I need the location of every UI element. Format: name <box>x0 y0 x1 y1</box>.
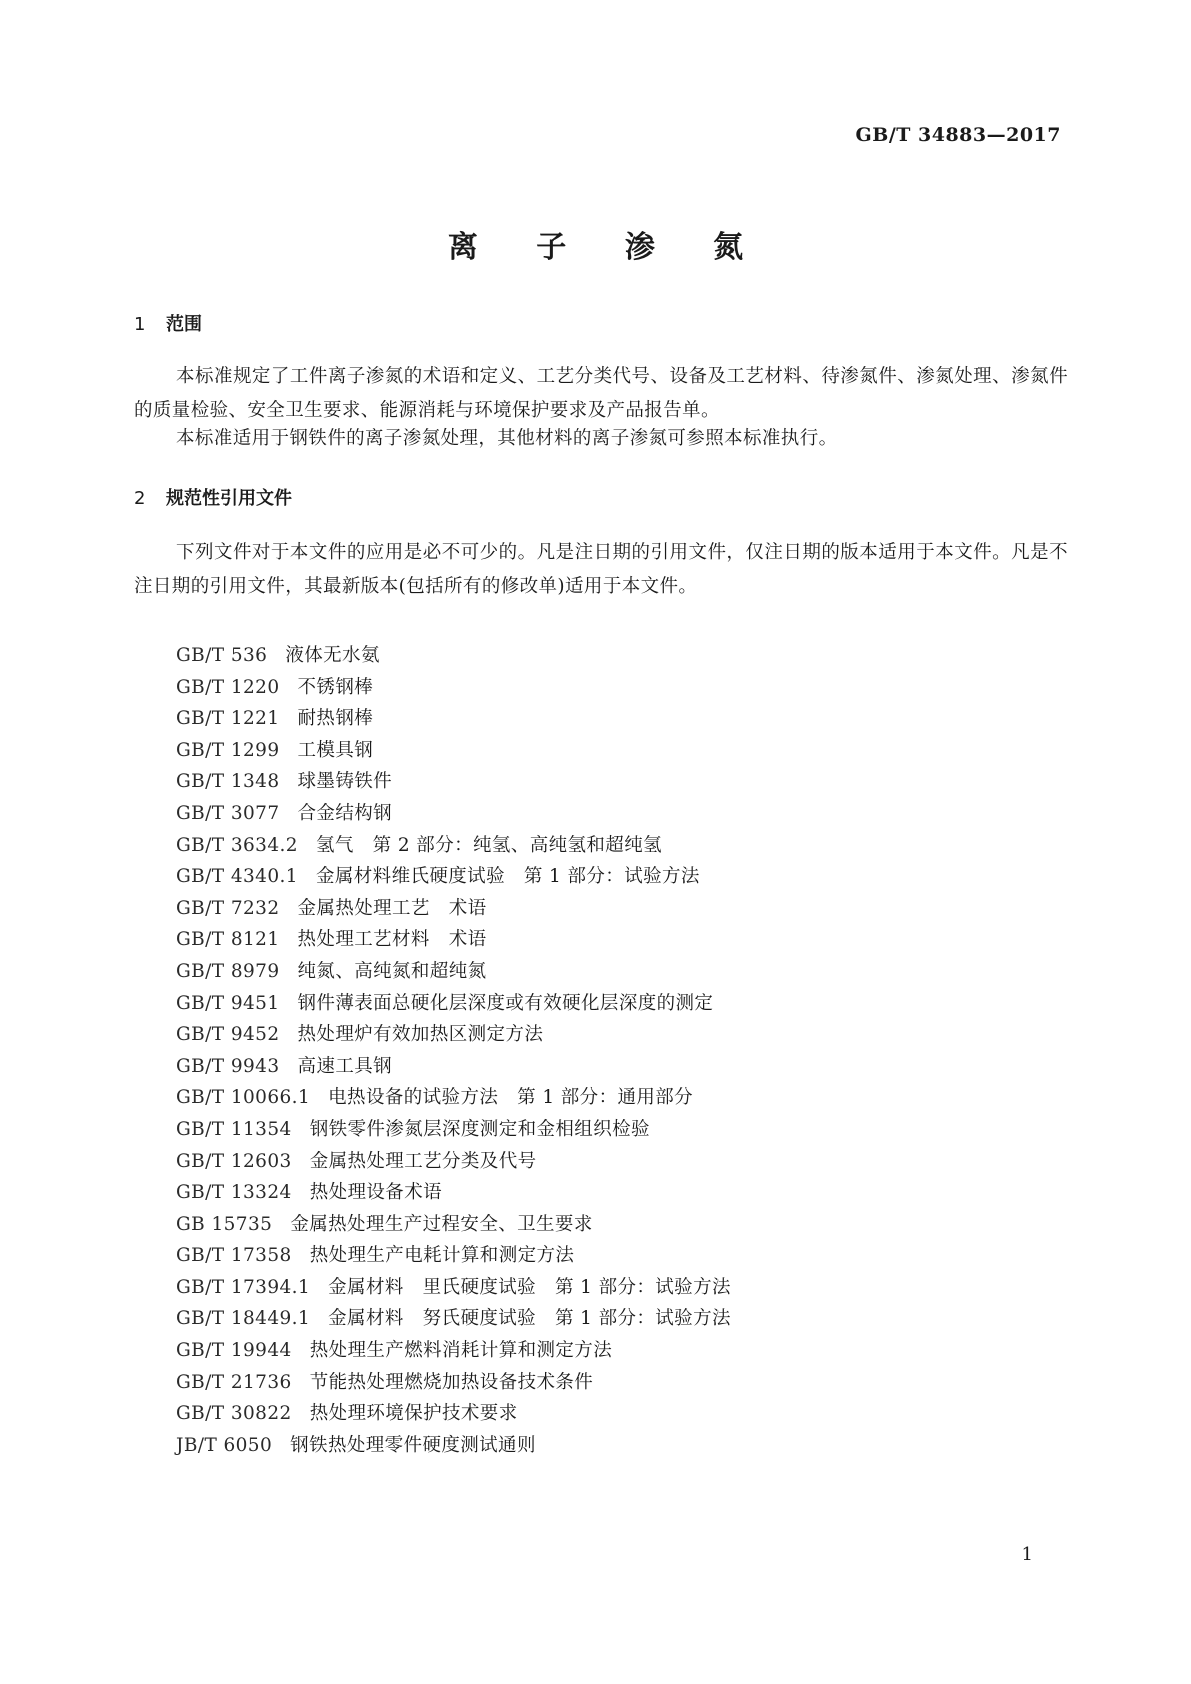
reference-code: GB/T 18449.1 <box>176 1308 311 1330</box>
section-title: 范围 <box>166 314 202 335</box>
reference-title: 金属热处理生产过程安全、卫生要求 <box>290 1213 593 1235</box>
reference-code: GB/T 11354 <box>176 1118 292 1140</box>
reference-item <box>176 893 731 925</box>
reference-item <box>176 1367 731 1399</box>
reference-code: GB/T 21736 <box>176 1371 292 1393</box>
reference-item <box>176 1272 731 1304</box>
reference-item <box>176 1240 731 1272</box>
reference-item <box>176 798 731 830</box>
reference-item <box>176 766 731 798</box>
reference-item <box>176 1019 731 1051</box>
reference-code: GB/T 17394.1 <box>176 1276 311 1298</box>
paragraph: 下列文件对于本文件的应用是必不可少的。凡是注日期的引用文件，仅注日期的版本适用于本文件。凡是不注日期的引用文件，其最新版本(包括所有的修改单)适用于本文件。 <box>134 542 1068 597</box>
reference-code: GB/T 9452 <box>176 1024 280 1046</box>
section-heading-scope <box>134 310 202 336</box>
reference-title: 金属热处理工艺分类及代号 <box>309 1150 537 1172</box>
reference-code: GB/T 4340.1 <box>176 866 298 888</box>
reference-item <box>176 1146 731 1178</box>
reference-code: GB/T 8979 <box>176 960 280 982</box>
reference-item <box>176 672 731 704</box>
reference-code: GB/T 1299 <box>176 739 280 761</box>
reference-code: GB/T 1348 <box>176 771 280 793</box>
reference-code: GB/T 9943 <box>176 1055 280 1077</box>
document-title: 离 子 渗 氮 <box>447 230 768 265</box>
reference-title: 耐热钢棒 <box>297 708 374 730</box>
reference-title: 热处理设备术语 <box>309 1182 442 1204</box>
reference-item <box>176 861 731 893</box>
reference-item <box>176 1430 731 1462</box>
reference-title: 金属材料 里氏硬度试验 第 1 部分：试验方法 <box>328 1276 731 1298</box>
reference-title: 高速工具钢 <box>297 1055 393 1077</box>
reference-title: 热处理环境保护技术要求 <box>309 1403 518 1425</box>
page-number: 1 <box>1021 1544 1033 1565</box>
reference-item <box>176 924 731 956</box>
reference-title: 液体无水氨 <box>285 645 380 666</box>
reference-title: 热处理生产电耗计算和测定方法 <box>309 1245 575 1267</box>
reference-title: 热处理炉有效加热区测定方法 <box>297 1024 544 1046</box>
reference-title: 钢件薄表面总硬化层深度或有效硬化层深度的测定 <box>297 992 714 1014</box>
paragraph: 本标准规定了工件离子渗氮的术语和定义、工艺分类代号、设备及工艺材料、待渗氮件、渗氮处理、渗氮件的质量检验、安全卫生要求、能源消耗与环境保护要求及产品报告单。 <box>134 366 1068 421</box>
reference-code: JB/T 6050 <box>176 1434 273 1456</box>
reference-title: 合金结构钢 <box>297 802 393 824</box>
reference-code: GB/T 3077 <box>176 802 280 824</box>
reference-code: GB/T 536 <box>176 645 268 666</box>
reference-title: 金属材料 努氏硬度试验 第 1 部分：试验方法 <box>328 1308 731 1330</box>
reference-code: GB/T 10066.1 <box>176 1087 311 1109</box>
reference-code: GB/T 3634.2 <box>176 834 298 856</box>
reference-code: GB 15735 <box>176 1213 273 1235</box>
standard-number: GB/T 34883—2017 <box>855 124 1061 146</box>
section-title: 规范性引用文件 <box>166 488 292 509</box>
reference-title: 钢铁零件渗氮层深度测定和金相组织检验 <box>309 1118 650 1140</box>
reference-title: 钢铁热处理零件硬度测试通则 <box>290 1434 536 1456</box>
reference-code: GB/T 13324 <box>176 1182 292 1204</box>
reference-code: GB/T 9451 <box>176 992 280 1014</box>
reference-item <box>176 735 731 767</box>
reference-item <box>176 988 731 1020</box>
reference-title: 球墨铸铁件 <box>297 771 393 793</box>
section-number: 2 <box>134 488 146 509</box>
reference-item <box>176 1335 731 1367</box>
reference-title: 不锈钢棒 <box>297 676 374 698</box>
reference-item <box>176 1398 731 1430</box>
reference-title: 纯氮、高纯氮和超纯氮 <box>297 960 487 982</box>
reference-item <box>176 1051 731 1083</box>
paragraph: 本标准适用于钢铁件的离子渗氮处理，其他材料的离子渗氮可参照本标准执行。 <box>176 428 838 449</box>
reference-item <box>176 956 731 988</box>
reference-code: GB/T 7232 <box>176 897 280 919</box>
reference-title: 电热设备的试验方法 第 1 部分：通用部分 <box>328 1087 694 1109</box>
reference-code: GB/T 19944 <box>176 1340 292 1362</box>
reference-item <box>176 1177 731 1209</box>
section-heading-normative-references <box>134 484 292 510</box>
reference-title: 氢气 第 2 部分：纯氢、高纯氢和超纯氢 <box>315 834 663 856</box>
reference-code: GB/T 30822 <box>176 1403 292 1425</box>
section-number: 1 <box>134 314 146 335</box>
reference-title: 金属材料维氏硬度试验 第 1 部分：试验方法 <box>315 866 700 888</box>
reference-title: 热处理生产燃料消耗计算和测定方法 <box>309 1340 613 1362</box>
reference-item <box>176 640 731 672</box>
reference-code: GB/T 17358 <box>176 1245 292 1267</box>
reference-title: 工模具钢 <box>297 739 374 761</box>
reference-code: GB/T 1221 <box>176 708 280 730</box>
reference-item <box>176 1082 731 1114</box>
reference-item <box>176 703 731 735</box>
reference-title: 金属热处理工艺 术语 <box>297 897 487 919</box>
reference-list <box>176 640 731 1461</box>
reference-code: GB/T 1220 <box>176 676 280 698</box>
reference-code: GB/T 8121 <box>176 929 280 951</box>
reference-item <box>176 1303 731 1335</box>
reference-title: 热处理工艺材料 术语 <box>297 929 487 951</box>
reference-item <box>176 1114 731 1146</box>
reference-item <box>176 830 731 862</box>
reference-item <box>176 1209 731 1241</box>
reference-code: GB/T 12603 <box>176 1150 292 1172</box>
reference-title: 节能热处理燃烧加热设备技术条件 <box>309 1371 594 1393</box>
